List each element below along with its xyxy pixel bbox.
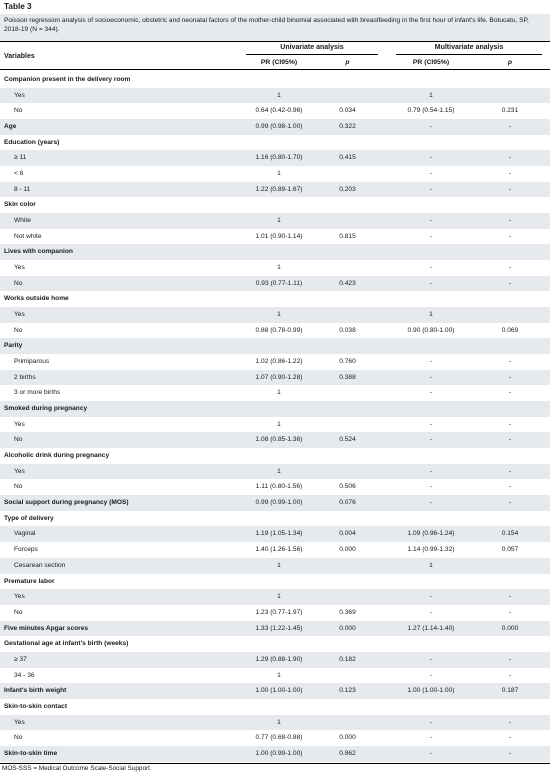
univariate-p-cell: 0.524 bbox=[339, 436, 356, 444]
multivariate-pr-cell: 1.14 (0.99-1.32) bbox=[407, 546, 455, 554]
multivariate-p-cell: - bbox=[508, 608, 512, 616]
multivariate-p-cell: 0.000 bbox=[501, 624, 519, 632]
multivariate-header: Multivariate analysis bbox=[434, 44, 504, 51]
table-row bbox=[0, 479, 550, 495]
table-row bbox=[0, 636, 550, 652]
multivariate-pr-cell: - bbox=[429, 655, 433, 663]
table-title: Poisson regression analysis of socioeconomic, obstetric and neonatal factors of the mother-child binomial associated with breastfeeding in the first hour of infant's life. Botucatu, SP, 2018-19 (N = 344). bbox=[0, 14, 550, 41]
bottom-rule bbox=[0, 763, 550, 764]
multivariate-pr-cell: - bbox=[429, 499, 433, 507]
row-label: ≥ 11 bbox=[14, 154, 27, 162]
univariate-pr-cell: 1.11 (0.80-1.56) bbox=[255, 483, 303, 491]
univariate-pr-cell: 0.93 (0.77-1.11) bbox=[255, 279, 303, 287]
multivariate-p-cell: - bbox=[508, 389, 512, 397]
multivariate-pr-cell: - bbox=[429, 593, 433, 601]
row-label: Smoked during pregnancy bbox=[4, 405, 88, 413]
table-row bbox=[0, 605, 550, 621]
table-footnote: MOS-SSS = Medical Outcome Scale-Social Support. bbox=[2, 765, 152, 772]
row-label: Social support during pregnancy (MOS) bbox=[4, 499, 129, 507]
multivariate-pr-cell: - bbox=[429, 373, 433, 381]
multivariate-pr-cell: - bbox=[429, 170, 433, 178]
row-label: Alcoholic drink during pregnancy bbox=[4, 452, 110, 460]
univariate-p-cell: 0.415 bbox=[339, 154, 356, 162]
univariate-pr-cell: 1 bbox=[277, 420, 281, 428]
univariate-pr-cell: 1 bbox=[277, 593, 281, 601]
table-row bbox=[0, 699, 550, 715]
variables-header: Variables bbox=[4, 53, 35, 60]
row-label: 8 - 11 bbox=[14, 185, 31, 193]
p-header-univariate: p bbox=[345, 59, 350, 66]
univariate-p-cell: 0.076 bbox=[339, 499, 356, 507]
univariate-p-cell: 0.038 bbox=[339, 326, 356, 334]
row-label: Primiparous bbox=[14, 358, 50, 366]
table-row bbox=[0, 542, 550, 558]
table-row bbox=[0, 260, 550, 276]
univariate-pr-cell: 1.40 (1.26-1.56) bbox=[255, 546, 303, 554]
multivariate-p-cell: - bbox=[508, 671, 512, 679]
multivariate-pr-cell: - bbox=[429, 279, 433, 287]
multivariate-p-cell: - bbox=[508, 718, 512, 726]
univariate-pr-cell: 1.33 (1.22-1.45) bbox=[255, 624, 303, 632]
univariate-p-cell: 0.322 bbox=[339, 123, 356, 131]
multivariate-p-cell: 0.154 bbox=[501, 530, 519, 538]
multivariate-pr-cell: - bbox=[429, 264, 433, 272]
univariate-p-cell: 0.034 bbox=[339, 107, 356, 115]
table-body bbox=[0, 72, 550, 762]
univariate-p-cell: 0.423 bbox=[339, 279, 356, 287]
table-row bbox=[0, 715, 550, 731]
multivariate-pr-cell: - bbox=[429, 154, 433, 162]
multivariate-p-cell: - bbox=[508, 170, 512, 178]
univariate-pr-cell: 1.07 (0.90-1.28) bbox=[255, 373, 303, 381]
table-row bbox=[0, 354, 550, 370]
row-label: 34 - 36 bbox=[14, 671, 35, 679]
univariate-pr-cell: 1 bbox=[277, 217, 281, 225]
table-row bbox=[0, 182, 550, 198]
table-row bbox=[0, 511, 550, 527]
row-label: Yes bbox=[14, 420, 25, 428]
multivariate-pr-cell: - bbox=[429, 123, 433, 131]
univariate-pr-cell: 1.02 (0.86-1.22) bbox=[255, 358, 303, 366]
univariate-pr-cell: 1 bbox=[277, 311, 281, 319]
univariate-pr-cell: 1.23 (0.77-1.97) bbox=[255, 608, 303, 616]
table-row bbox=[0, 448, 550, 464]
multivariate-pr-cell: 0.90 (0.80-1.00) bbox=[407, 326, 455, 334]
top-rule bbox=[0, 41, 550, 42]
row-label: Gestational age at infant's birth (weeks) bbox=[4, 640, 129, 648]
table-row bbox=[0, 323, 550, 339]
multivariate-p-cell: - bbox=[508, 593, 512, 601]
multivariate-pr-cell: - bbox=[429, 389, 433, 397]
univariate-p-cell: 0.388 bbox=[339, 373, 356, 381]
univariate-p-cell: 0.000 bbox=[339, 734, 356, 742]
multivariate-pr-cell: - bbox=[429, 749, 433, 757]
table-row bbox=[0, 558, 550, 574]
row-label: Type of delivery bbox=[4, 514, 54, 522]
univariate-p-cell: 0.203 bbox=[339, 185, 356, 193]
row-label: Parity bbox=[4, 342, 23, 350]
row-label: Five minutes Apgar scores bbox=[4, 624, 89, 632]
multivariate-p-cell: 0.187 bbox=[501, 687, 519, 695]
row-label: No bbox=[14, 608, 23, 616]
multivariate-p-cell: 0.069 bbox=[501, 326, 519, 334]
multivariate-pr-cell: - bbox=[429, 734, 433, 742]
univariate-pr-cell: 0.88 (0.78-0.99) bbox=[255, 326, 303, 334]
row-label: Vaginal bbox=[14, 530, 36, 538]
univariate-p-cell: 0.369 bbox=[339, 608, 356, 616]
multivariate-p-cell: - bbox=[508, 264, 512, 272]
row-label: Skin-to-skin time bbox=[4, 749, 58, 757]
row-label: No bbox=[14, 279, 23, 287]
row-label: No bbox=[14, 436, 23, 444]
univariate-pr-cell: 1.00 (0.99-1.00) bbox=[255, 749, 303, 757]
univariate-pr-cell: 0.64 (0.42-0.96) bbox=[255, 107, 303, 115]
multivariate-pr-cell: - bbox=[429, 483, 433, 491]
row-label: 2 births bbox=[14, 373, 36, 381]
univariate-underline bbox=[246, 54, 378, 55]
row-label: ≥ 37 bbox=[14, 655, 27, 663]
multivariate-p-cell: - bbox=[508, 232, 512, 240]
row-label: Skin color bbox=[4, 201, 36, 209]
row-label: No bbox=[14, 107, 23, 115]
univariate-pr-cell: 0.77 (0.68-0.88) bbox=[255, 734, 303, 742]
univariate-p-cell: 0.000 bbox=[339, 546, 356, 554]
table-row bbox=[0, 244, 550, 260]
row-label: Skin-to-skin contact bbox=[4, 702, 68, 710]
row-label: < 8 bbox=[14, 170, 24, 178]
multivariate-p-cell: - bbox=[508, 154, 512, 162]
multivariate-pr-cell: - bbox=[429, 232, 433, 240]
univariate-pr-cell: 0.99 (0.99-1.00) bbox=[255, 499, 303, 507]
univariate-pr-cell: 1 bbox=[277, 467, 281, 475]
univariate-pr-cell: 1.22 (0.89-1.67) bbox=[255, 185, 303, 193]
multivariate-p-cell: - bbox=[508, 467, 512, 475]
univariate-pr-cell: 1 bbox=[277, 264, 281, 272]
univariate-p-cell: 0.506 bbox=[339, 483, 356, 491]
table-row bbox=[0, 276, 550, 292]
row-label: Companion present in the delivery room bbox=[4, 76, 131, 83]
univariate-header: Univariate analysis bbox=[280, 44, 344, 51]
univariate-p-cell: 0.000 bbox=[339, 624, 356, 632]
univariate-pr-cell: 1 bbox=[277, 718, 281, 726]
multivariate-p-cell: - bbox=[508, 358, 512, 366]
row-label: No bbox=[14, 734, 23, 742]
pr-header-multivariate: PR (CI95%) bbox=[412, 59, 450, 66]
table-row bbox=[0, 150, 550, 166]
univariate-pr-cell: 1.19 (1.05-1.34) bbox=[255, 530, 303, 538]
p-header-multivariate: p bbox=[507, 59, 513, 66]
multivariate-p-cell: - bbox=[508, 420, 512, 428]
multivariate-pr-cell: 1 bbox=[429, 91, 433, 99]
table-row bbox=[0, 432, 550, 448]
row-label: Yes bbox=[14, 264, 25, 272]
univariate-pr-cell: 1.29 (0.88-1.90) bbox=[255, 655, 303, 663]
row-label: No bbox=[14, 483, 23, 491]
table-row bbox=[0, 495, 550, 511]
table-row bbox=[0, 88, 550, 104]
row-label: Yes bbox=[14, 593, 25, 601]
multivariate-underline bbox=[396, 54, 542, 55]
table-row bbox=[0, 103, 550, 119]
pr-header-univariate: PR (CI95%) bbox=[260, 59, 298, 66]
row-label: Yes bbox=[14, 467, 25, 475]
multivariate-pr-cell: - bbox=[429, 671, 433, 679]
univariate-pr-cell: 1.08 (0.85-1.36) bbox=[255, 436, 303, 444]
multivariate-p-cell: - bbox=[508, 734, 512, 742]
row-label: Infant's birth weight bbox=[4, 687, 67, 695]
multivariate-p-cell: - bbox=[508, 436, 512, 444]
row-label: Yes bbox=[14, 718, 25, 726]
row-label: Forceps bbox=[14, 546, 38, 554]
multivariate-p-cell: - bbox=[508, 655, 512, 663]
multivariate-p-cell: 0.231 bbox=[501, 107, 519, 115]
multivariate-pr-cell: 1 bbox=[429, 311, 433, 319]
table-row bbox=[0, 417, 550, 433]
table-row bbox=[0, 197, 550, 213]
multivariate-pr-cell: - bbox=[429, 420, 433, 428]
table-row bbox=[0, 229, 550, 245]
univariate-pr-cell: 1.00 (1.00-1.00) bbox=[255, 687, 303, 695]
multivariate-p-cell: - bbox=[508, 373, 512, 381]
multivariate-pr-cell: 1.09 (0.96-1.24) bbox=[407, 530, 455, 538]
univariate-pr-cell: 1.16 (0.80-1.70) bbox=[255, 154, 303, 162]
table-row bbox=[0, 370, 550, 386]
multivariate-p-cell: - bbox=[508, 217, 512, 225]
table-row bbox=[0, 526, 550, 542]
multivariate-p-cell: - bbox=[508, 123, 512, 131]
univariate-pr-cell: 1 bbox=[277, 561, 281, 569]
univariate-p-cell: 0.182 bbox=[339, 655, 356, 663]
univariate-pr-cell: 1 bbox=[277, 170, 281, 178]
univariate-pr-cell: 1.01 (0.90-1.14) bbox=[255, 232, 303, 240]
table-row bbox=[0, 730, 550, 746]
multivariate-pr-cell: - bbox=[429, 217, 433, 225]
row-label: Education (years) bbox=[4, 138, 60, 146]
multivariate-pr-cell: - bbox=[429, 358, 433, 366]
multivariate-pr-cell: - bbox=[429, 436, 433, 444]
table-row bbox=[0, 307, 550, 323]
multivariate-p-cell: - bbox=[508, 499, 512, 507]
multivariate-p-cell: - bbox=[508, 279, 512, 287]
multivariate-pr-cell: - bbox=[429, 608, 433, 616]
header-rule bbox=[0, 69, 550, 70]
table-label: Table 3 bbox=[4, 2, 32, 11]
row-label: Lives with companion bbox=[4, 248, 73, 256]
table-row bbox=[0, 119, 550, 135]
table-row bbox=[0, 621, 550, 637]
row-label: Yes bbox=[14, 91, 25, 99]
row-label: No bbox=[14, 326, 23, 334]
row-label: White bbox=[14, 217, 31, 225]
table-row bbox=[0, 652, 550, 668]
multivariate-pr-cell: 1.27 (1.14-1.40) bbox=[407, 624, 455, 632]
multivariate-pr-cell: - bbox=[429, 718, 433, 726]
table-row bbox=[0, 72, 550, 88]
multivariate-pr-cell: - bbox=[429, 467, 433, 475]
multivariate-pr-cell: 1.00 (1.00-1.00) bbox=[407, 687, 455, 695]
univariate-pr-cell: 1 bbox=[277, 91, 281, 99]
row-label: Yes bbox=[14, 311, 25, 319]
table-row bbox=[0, 213, 550, 229]
multivariate-pr-cell: - bbox=[429, 185, 433, 193]
univariate-p-cell: 0.760 bbox=[339, 358, 356, 366]
table-row bbox=[0, 166, 550, 182]
table-row bbox=[0, 464, 550, 480]
univariate-p-cell: 0.004 bbox=[339, 530, 356, 538]
row-label: Cesarean section bbox=[14, 561, 66, 569]
table-row bbox=[0, 401, 550, 417]
table-row bbox=[0, 574, 550, 590]
univariate-p-cell: 0.862 bbox=[339, 749, 356, 757]
univariate-pr-cell: 1 bbox=[277, 389, 281, 397]
row-label: Premature labor bbox=[4, 577, 55, 585]
univariate-p-cell: 0.815 bbox=[339, 232, 356, 240]
row-label: 3 or more births bbox=[14, 389, 61, 397]
table-row bbox=[0, 338, 550, 354]
multivariate-p-cell: - bbox=[508, 483, 512, 491]
table-row bbox=[0, 385, 550, 401]
table-row bbox=[0, 683, 550, 699]
multivariate-p-cell: - bbox=[508, 749, 512, 757]
table-row bbox=[0, 746, 550, 762]
row-label: Age bbox=[4, 123, 17, 131]
table-row bbox=[0, 589, 550, 605]
univariate-pr-cell: 0.99 (0.98-1.00) bbox=[255, 123, 303, 131]
row-label: Not white bbox=[14, 232, 42, 240]
table-row bbox=[0, 291, 550, 307]
table-row bbox=[0, 135, 550, 151]
multivariate-pr-cell: 0.79 (0.54-1.15) bbox=[407, 107, 455, 115]
multivariate-p-cell: 0.057 bbox=[501, 546, 519, 554]
multivariate-pr-cell: 1 bbox=[429, 561, 433, 569]
table-row bbox=[0, 668, 550, 684]
row-label: Works outside home bbox=[4, 295, 69, 303]
univariate-pr-cell: 1 bbox=[277, 671, 281, 679]
multivariate-p-cell: - bbox=[508, 185, 512, 193]
univariate-p-cell: 0.123 bbox=[339, 687, 356, 695]
